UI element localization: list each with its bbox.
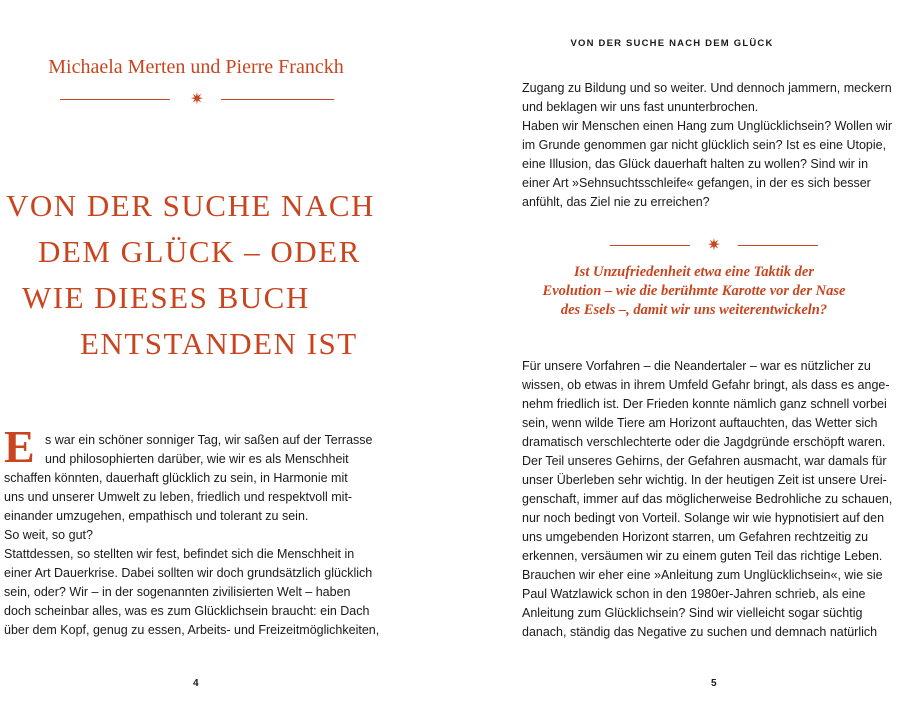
- body-line: einer Art Dauerkrise. Dabei sollten wir doch grundsätzlich glücklich: [4, 566, 373, 580]
- pull-quote-line: des Esels –, damit wir uns weiterentwickeln?: [560, 302, 828, 318]
- chapter-title-line-4: ENTSTANDEN IST: [80, 326, 358, 361]
- body-line: Der Teil unseres Gehirns, der Gefahren ausmacht, war damals für: [522, 454, 887, 468]
- body-line: s war ein schöner sonniger Tag, wir saßen auf der Terrasse: [45, 433, 373, 447]
- body-line: Anleitung zum Glücklichsein? Sind wir vielleicht sogar süchtig: [522, 606, 863, 620]
- pull-quote-line: Evolution – wie die berühmte Karotte vor der Nase: [542, 283, 846, 299]
- body-line: dramatisch verschlechterte oder die Jagdgründe erschöpft waren.: [522, 435, 886, 449]
- chapter-title-line-3: WIE DIESES BUCH: [22, 280, 310, 315]
- body-line: wissen, ob etwas in ihrem Umfeld Gefahr bringt, als dass es ange-: [522, 378, 890, 392]
- page-number-right: 5: [711, 678, 718, 689]
- pull-quote-line: Ist Unzufriedenheit etwa eine Taktik der: [574, 264, 814, 280]
- body-line: uns und unserer Umwelt zu leben, friedlich und respektvoll mit-: [4, 490, 353, 504]
- body-line: erkennen, versäumen wir zu einem guten Teil das richtige Leben.: [522, 549, 883, 563]
- ornament-line-right: [221, 99, 334, 100]
- chapter-title-line-2: DEM GLÜCK – ODER: [38, 234, 361, 269]
- body-line: im Grunde genommen gar nicht glücklich sein? Ist es eine Utopie,: [522, 138, 887, 152]
- body-line: eine Illusion, das Glück dauerhaft halten zu wollen? Sind wir in: [522, 157, 869, 171]
- body-line: Haben wir Menschen einen Hang zum Unglücklichsein? Wollen wir: [522, 119, 893, 133]
- author-ornament: [60, 89, 334, 108]
- star-ornament-icon: ✷: [707, 235, 721, 254]
- body-line: Stattdessen, so stellten wir fest, befindet sich die Menschheit in: [4, 547, 355, 561]
- chapter-title-line-1: VON DER SUCHE NACH: [6, 188, 375, 223]
- body-line: genschaft, immer auf das möglicherweise Bedrohliche zu schauen,: [522, 492, 893, 506]
- body-line: danach, ständig das Negative zu suchen und demnach natürlich: [522, 625, 878, 639]
- body-line: Paul Watzlawick schon in den 1980er-Jahren schrieb, als eine: [522, 587, 866, 601]
- running-head: VON DER SUCHE NACH DEM GLÜCK: [570, 38, 774, 49]
- ornament-line-left: [610, 245, 690, 246]
- left-page: [0, 0, 453, 725]
- body-line: unser Überleben sehr wichtig. In der heutigen Zeit ist unsere Urei-: [522, 473, 887, 487]
- ornament-line-right: [738, 245, 818, 246]
- body-line: einer Art »Sehnsuchtsschleife« gefangen, in der es sich besser: [522, 176, 871, 190]
- star-ornament-icon: ✷: [190, 89, 204, 108]
- body-line: und philosophierten darüber, wie wir es als Menschheit: [45, 452, 349, 466]
- body-line: So weit, so gut?: [4, 528, 93, 542]
- author-names: Michaela Merten und Pierre Franckh: [48, 56, 344, 78]
- body-line: doch scheinbar alles, was es zum Glücklichsein braucht: ein Dach: [4, 604, 370, 618]
- body-line: einander umzugehen, empathisch und tolerant zu sein.: [4, 509, 309, 523]
- body-line: anfühlt, das Ziel nie zu erreichen?: [522, 195, 710, 209]
- body-line: und beklagen wir uns fast ununterbrochen.: [522, 100, 759, 114]
- pull-quote: [511, 263, 877, 320]
- right-page: [453, 0, 907, 725]
- body-line: Für unsere Vorfahren – die Neandertaler – war es nützlicher zu: [522, 359, 871, 373]
- ornament-line-left: [60, 99, 170, 100]
- body-line: Brauchen wir eher eine »Anleitung zum Unglücklichsein«, wie sie: [522, 568, 883, 582]
- body-line: Zugang zu Bildung und so weiter. Und dennoch jammern, meckern: [522, 81, 892, 95]
- body-line: nur noch bedingt von Vorteil. Solange wir wie hypnotisiert auf den: [522, 511, 885, 525]
- body-line: schaffen könnten, dauerhaft glücklich zu sein, in Harmonie mit: [4, 471, 348, 485]
- body-line: sein, oder? Wir – in der sogenannten zivilisierten Welt – haben: [4, 585, 351, 599]
- body-line: sein, wenn wilde Tiere am Horizont auftauchten, das Wetter sich: [522, 416, 878, 430]
- body-line: über dem Kopf, genug zu essen, Arbeits- und Freizeitmöglichkeiten,: [4, 623, 380, 637]
- page-number-left: 4: [193, 678, 200, 689]
- body-line: nehm friedlich ist. Der Frieden konnte nämlich ganz schnell vorbei: [522, 397, 887, 411]
- quote-ornament: [610, 235, 818, 254]
- body-line: uns umgebenden Horizont starren, um Gefahren rechtzeitig zu: [522, 530, 869, 544]
- drop-cap: E: [4, 421, 35, 472]
